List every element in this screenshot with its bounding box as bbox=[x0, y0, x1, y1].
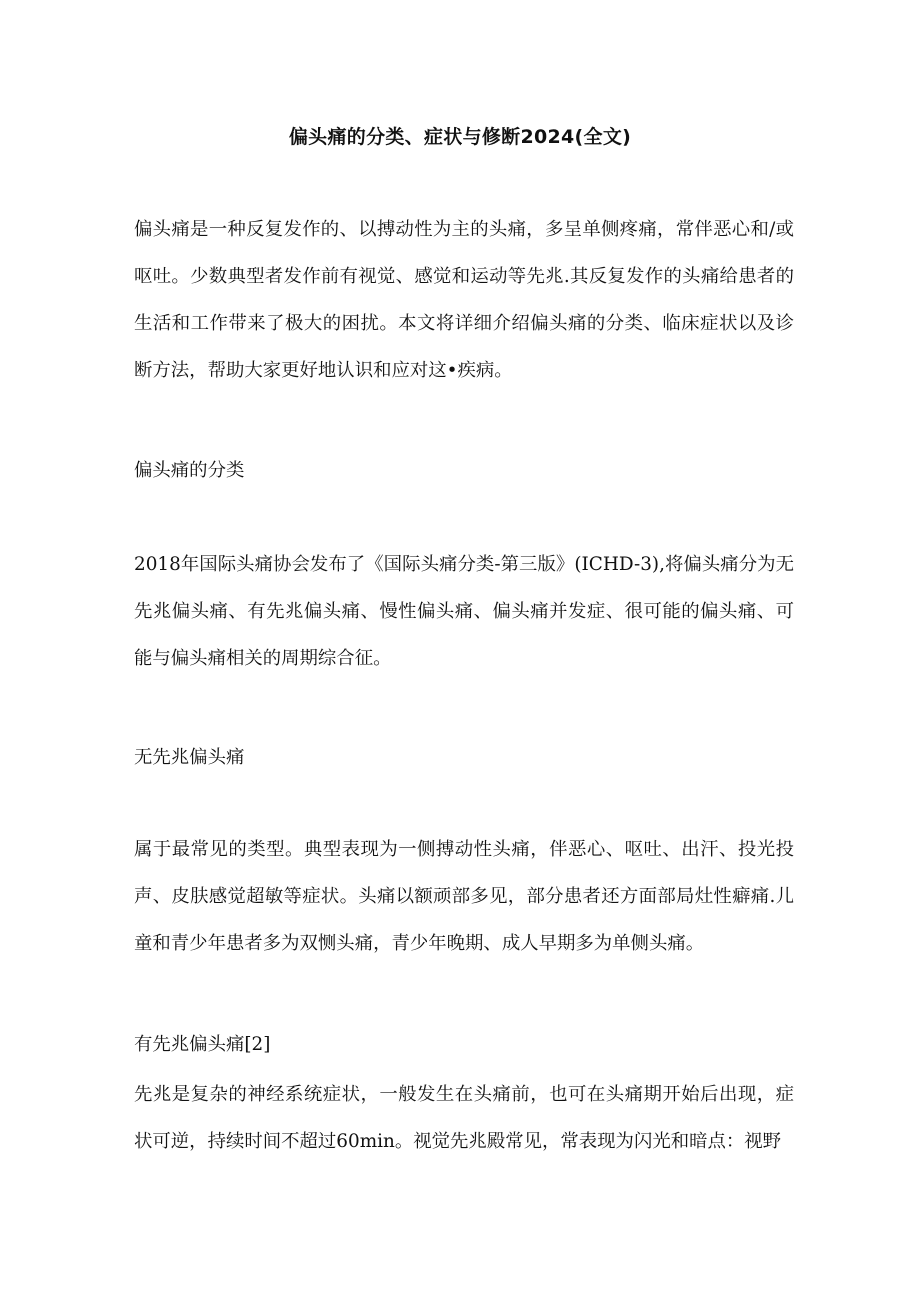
section-heading-classification: 偏头痛的分类 bbox=[134, 460, 245, 481]
classification-paragraph: 2018年国际头痛协会发布了《国际头痛分类-第三版》(ICHD-3),将偏头痛分为无先兆偏头痛、有先兆偏头痛、慢性偏头痛、偏头痛并发症、很可能的偏头痛、可能与偏头痛相关的周期综合征。 bbox=[134, 554, 794, 669]
with-aura-paragraph: 先兆是复杂的神经系统症状，一般发生在头痛前，也可在头痛期开始后出现，症状可逆，持续时间不超过60min。视觉先兆殿常见，常表现为闪光和暗点：视野 bbox=[134, 1084, 794, 1152]
section-heading-without-aura: 无先兆偏头痛 bbox=[134, 747, 245, 768]
document-title: 偏头痛的分类、症状与修断2024(全文) bbox=[288, 126, 632, 148]
without-aura-paragraph: 属于最常见的类型。典型表现为一侧搏动性头痛，伴恶心、呕吐、出汗、投光投声、皮肤感觉超敏等症状。头痛以额顽部多见，部分患者还方面部局灶性癖痛.儿童和青少年患者多为双恻头痛，青少年晚期、成人早期多为单侧头痛。 bbox=[134, 839, 794, 954]
section-heading-with-aura: 有先兆偏头痛[2] bbox=[134, 1034, 271, 1055]
intro-paragraph: 偏头痛是一种反复发作的、以搏动性为主的头痛，多呈单侧疼痛，常伴恶心和/或呕吐。少数典型者发作前有视觉、感觉和运动等先兆.其反复发作的头痛给患者的生活和工作带来了极大的困扰。本文将详细介绍偏头痛的分类、临床症状以及诊断方法，帮助大家更好地认识和应对这•疾病。 bbox=[134, 219, 794, 381]
